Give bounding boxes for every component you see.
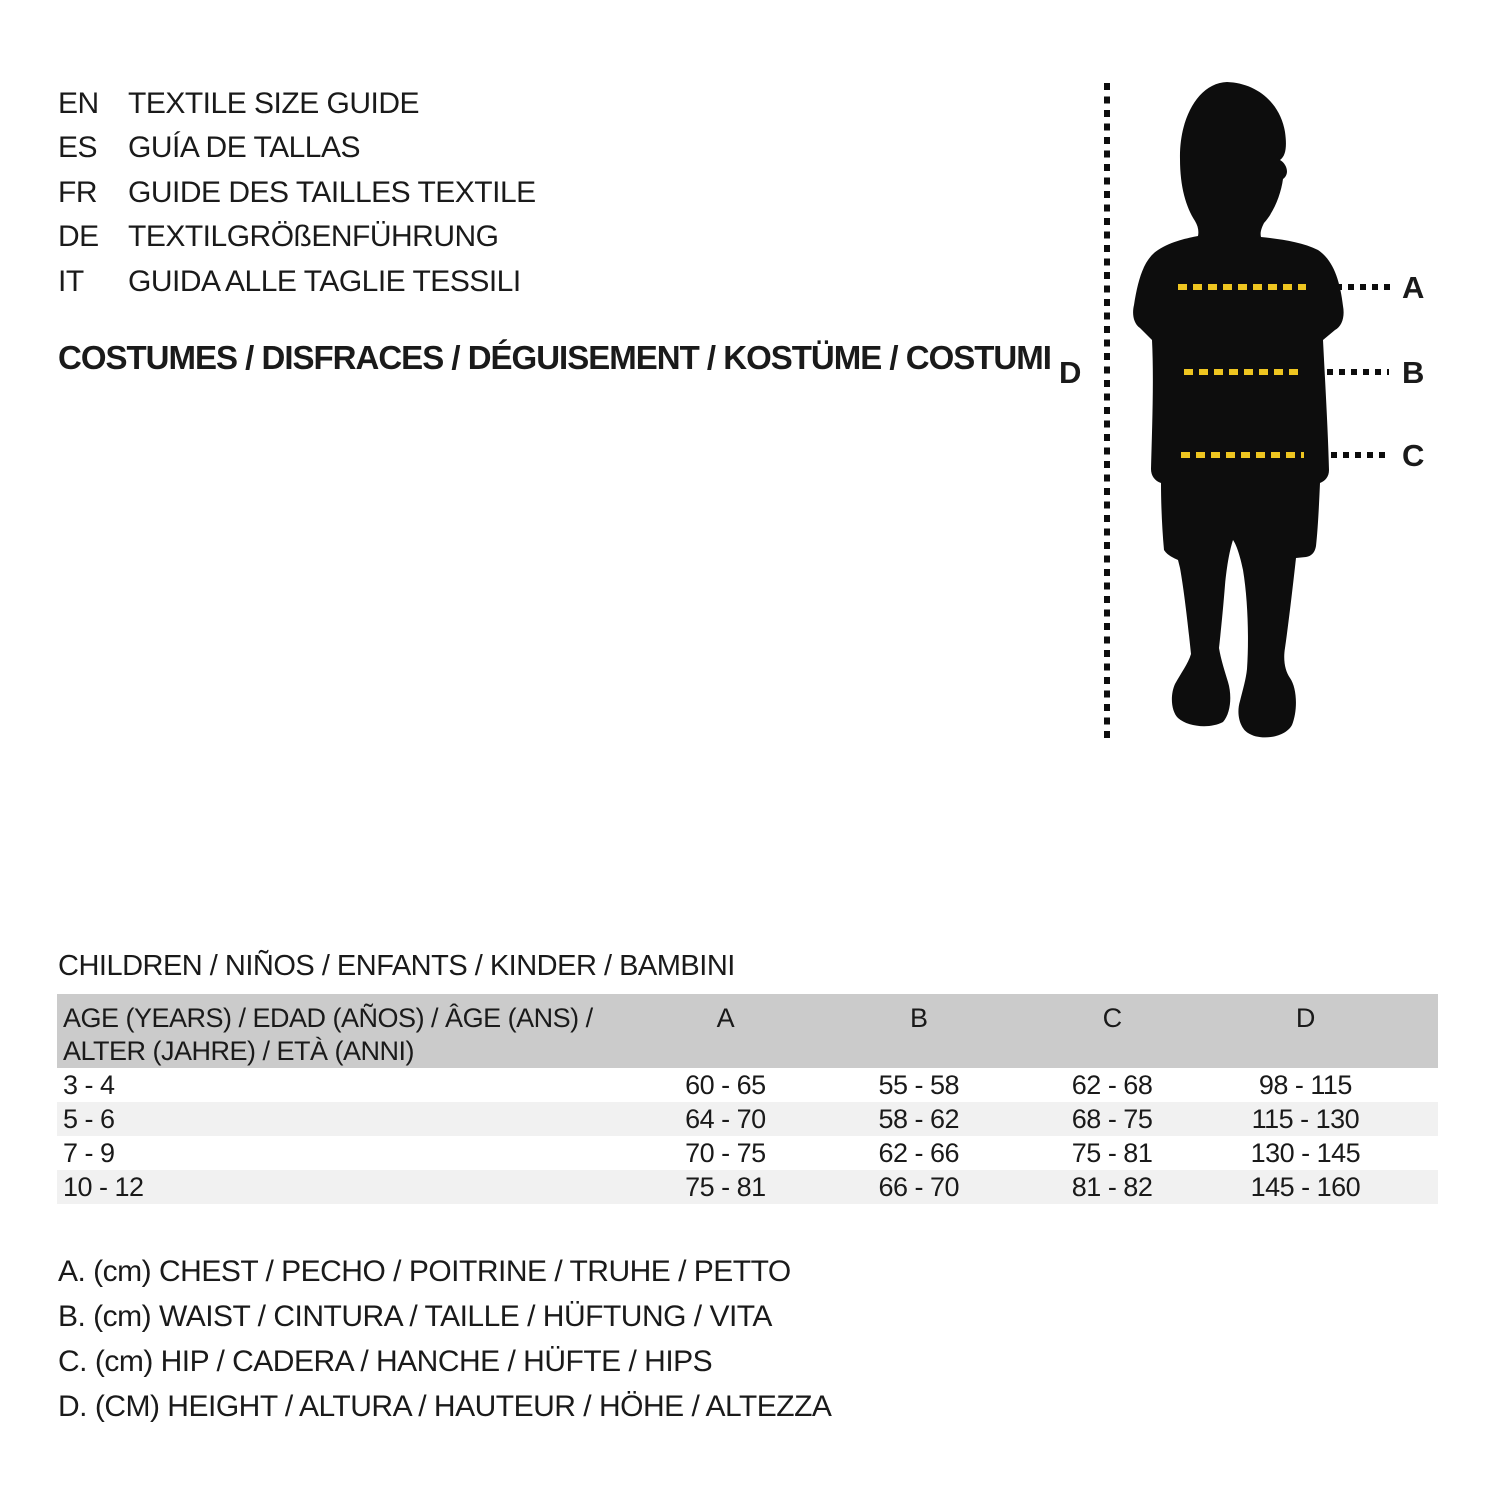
children-size-table — [57, 994, 1438, 1204]
measurement-figure — [1040, 60, 1480, 760]
age-cell: 7 - 9 — [63, 1138, 115, 1168]
chest-leader-line — [1324, 284, 1392, 290]
chest-label-a: A — [1402, 270, 1424, 305]
hip-measure-line — [1181, 452, 1304, 458]
table-row — [57, 1136, 1438, 1170]
section-heading-children: CHILDREN / NIÑOS / ENFANTS / KINDER / BAMBINI — [58, 950, 735, 982]
language-code: ES — [58, 131, 98, 165]
language-title: GUIDE DES TAILLES TEXTILE — [128, 175, 536, 209]
language-row-es — [58, 126, 536, 170]
column-header-d: D — [1209, 994, 1402, 1068]
hip-cell: 68 - 75 — [1071, 1104, 1153, 1134]
language-title: GUIDA ALLE TAGLIE TESSILI — [128, 264, 521, 298]
legend-hip: C. (cm) HIP / CADERA / HANCHE / HÜFTE / HIPS — [58, 1345, 713, 1378]
language-row-de — [58, 215, 536, 259]
category-heading: COSTUMES / DISFRACES / DÉGUISEMENT / KOSTÜME / COSTUMI — [58, 339, 1051, 376]
height-label-d: D — [1059, 355, 1081, 390]
table-header-row — [57, 994, 1438, 1068]
language-title: GUÍA DE TALLAS — [128, 131, 360, 165]
waist-measure-line — [1184, 369, 1298, 375]
filler-cell — [1402, 1068, 1438, 1102]
waist-cell: 66 - 70 — [878, 1172, 960, 1202]
language-code: IT — [58, 264, 84, 298]
waist-leader-line — [1327, 369, 1389, 375]
age-column-header — [57, 994, 629, 1068]
language-title-list — [58, 82, 536, 304]
age-header-line2: ALTER (JAHRE) / ETÀ (ANNI) — [63, 1036, 415, 1066]
height-axis-dotted-line — [1104, 83, 1110, 740]
waist-cell: 55 - 58 — [878, 1070, 960, 1100]
height-cell: 98 - 115 — [1258, 1070, 1352, 1100]
legend-waist: B. (cm) WAIST / CINTURA / TAILLE / HÜFTUNG / VITA — [58, 1300, 772, 1333]
table-row — [57, 1068, 1438, 1102]
language-title: TEXTILGRÖßENFÜHRUNG — [128, 220, 499, 254]
language-code: DE — [58, 220, 99, 254]
filler-column — [1402, 994, 1438, 1068]
height-cell: 145 - 160 — [1250, 1172, 1361, 1202]
language-row-fr — [58, 171, 536, 215]
chest-cell: 70 - 75 — [685, 1138, 766, 1168]
chest-cell: 64 - 70 — [685, 1104, 766, 1134]
child-silhouette-path — [1133, 82, 1344, 737]
language-row-en — [58, 82, 536, 126]
hip-label-c: C — [1402, 438, 1424, 473]
legend-chest: A. (cm) CHEST / PECHO / POITRINE / TRUHE / PETTO — [58, 1255, 791, 1288]
hip-cell: 75 - 81 — [1071, 1138, 1153, 1168]
chest-cell: 60 - 65 — [685, 1070, 766, 1100]
column-header-c: C — [1015, 994, 1208, 1068]
table-row — [57, 1102, 1438, 1136]
column-header-b: B — [822, 994, 1015, 1068]
waist-cell: 58 - 62 — [878, 1104, 960, 1134]
column-header-a: A — [629, 994, 822, 1068]
age-cell: 10 - 12 — [63, 1172, 144, 1202]
age-cell: 3 - 4 — [63, 1070, 115, 1100]
language-code: FR — [58, 175, 97, 209]
legend-height: D. (CM) HEIGHT / ALTURA / HAUTEUR / HÖHE / ALTEZZA — [58, 1390, 832, 1423]
hip-cell: 62 - 68 — [1071, 1070, 1153, 1100]
waist-cell: 62 - 66 — [878, 1138, 960, 1168]
height-cell: 130 - 145 — [1250, 1138, 1361, 1168]
hip-cell: 81 - 82 — [1071, 1172, 1153, 1202]
hip-leader-line — [1331, 452, 1387, 458]
language-code: EN — [58, 87, 99, 120]
height-cell: 115 - 130 — [1251, 1104, 1360, 1134]
filler-cell — [1402, 1102, 1438, 1136]
filler-cell — [1402, 1136, 1438, 1170]
language-row-it — [58, 260, 536, 304]
child-silhouette-image — [1130, 80, 1370, 750]
age-cell: 5 - 6 — [63, 1104, 115, 1134]
chest-measure-line — [1178, 284, 1306, 290]
age-header-line1: AGE (YEARS) / EDAD (AÑOS) / ÂGE (ANS) / — [63, 1003, 593, 1033]
filler-cell — [1402, 1170, 1438, 1204]
measurement-legend — [58, 1249, 831, 1429]
chest-cell: 75 - 81 — [685, 1172, 766, 1202]
waist-label-b: B — [1402, 355, 1424, 390]
language-title: TEXTILE SIZE GUIDE — [128, 87, 420, 120]
table-row — [57, 1170, 1438, 1204]
